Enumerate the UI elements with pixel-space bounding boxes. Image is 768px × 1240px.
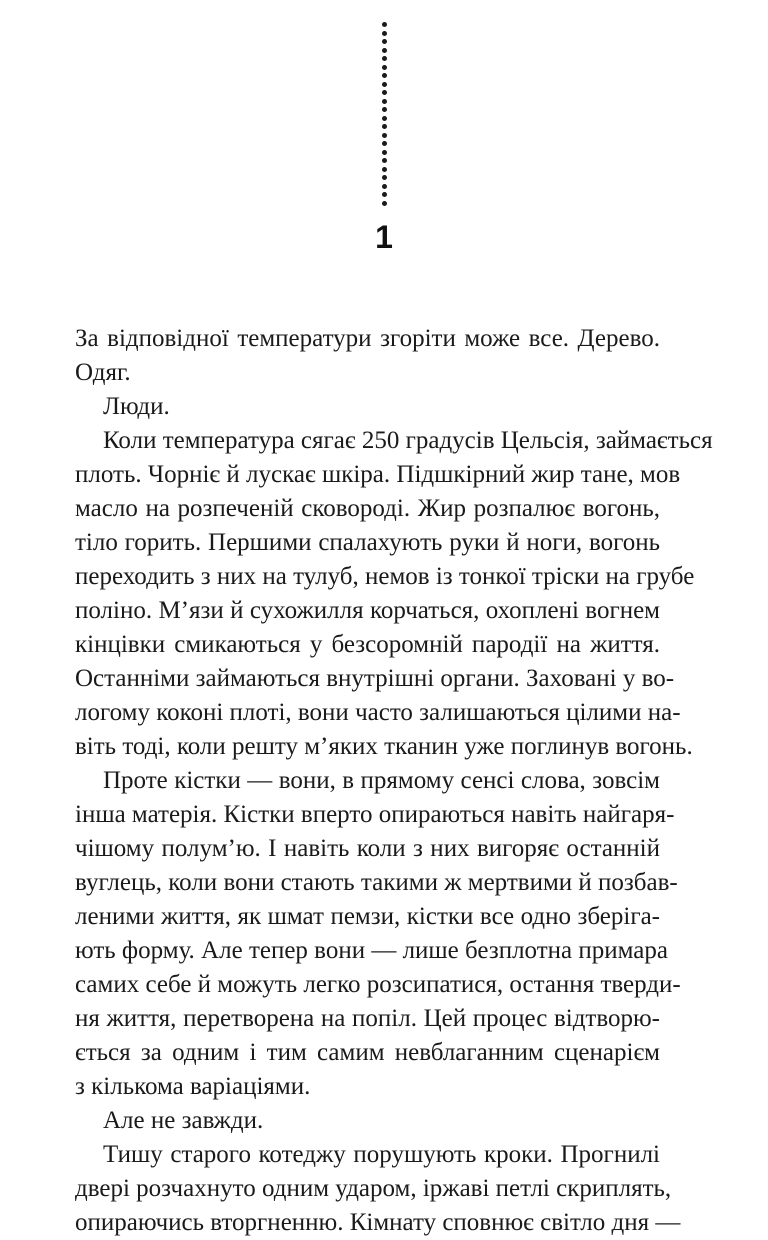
separator-dot <box>382 184 387 189</box>
separator-dot <box>382 90 387 95</box>
separator-dot <box>382 48 387 53</box>
text-line: чішому полум’ю. І навіть коли з них вигоряє останній <box>75 835 660 862</box>
separator-dot <box>382 99 387 104</box>
text-line: масло на розпеченій сковороді. Жир розпалює вогонь, <box>75 495 660 522</box>
text-line: Тишу старого котеджу порушують кроки. Прогнилі <box>103 1141 660 1168</box>
text-line: ють форму. Але тепер вони — лише безплотна примара <box>75 937 668 964</box>
separator-dot <box>382 158 387 163</box>
separator-dot <box>382 150 387 155</box>
paragraph <box>75 1104 660 1138</box>
paragraph <box>75 1138 681 1240</box>
separator-dot <box>382 31 387 36</box>
separator-dot <box>382 116 387 121</box>
separator-dot <box>382 56 387 61</box>
text-line: За відповідної температури згоріти може все. Дерево. <box>75 325 660 352</box>
separator-dot <box>382 22 387 27</box>
text-line: ня життя, перетворена на попіл. Цей процес відтворю- <box>75 1005 660 1032</box>
text-line: Останніми займаються внутрішні органи. Заховані у во- <box>75 665 675 692</box>
text-line: Люди. <box>103 393 170 420</box>
separator-dot <box>382 124 387 129</box>
text-line: логому коконі плоті, вони часто залишаються цілими на- <box>75 699 681 726</box>
chapter-number: 1 <box>375 219 393 255</box>
text-line: поліно. М’язи й сухожилля корчаться, охоплені вогнем <box>75 597 660 624</box>
text-line: інша матерія. Кістки вперто опираються навіть найгаря- <box>75 801 675 828</box>
text-line: плоть. Чорніє й лускає шкіра. Підшкірний жир тане, мов <box>75 461 681 488</box>
text-line: вуглець, коли вони стають такими ж мертвими й позбав- <box>75 869 678 896</box>
paragraph <box>75 424 713 764</box>
text-line: Проте кістки — вони, в прямому сенсі слова, зовсім <box>103 767 660 794</box>
text-line: опираючись вторгненню. Кімнату сповнює світло дня — <box>75 1209 681 1236</box>
text-line: Коли температура сягає 250 градусів Цельсія, займається <box>103 427 713 454</box>
paragraph <box>75 764 681 1104</box>
separator-dot <box>382 107 387 112</box>
separator-dot <box>382 39 387 44</box>
body-text <box>75 322 713 1240</box>
separator-dot <box>382 201 387 206</box>
text-line: леними життя, як шмат пемзи, кістки все одно зберіга- <box>75 903 660 930</box>
text-line: самих себе й можуть легко розсипатися, остання тверди- <box>75 971 681 998</box>
text-line: Але не завжди. <box>103 1107 264 1134</box>
dotted-separator <box>382 20 387 207</box>
separator-dot <box>382 82 387 87</box>
separator-dot <box>382 167 387 172</box>
separator-dot <box>382 133 387 138</box>
separator-dot <box>382 65 387 70</box>
chapter-heading <box>0 20 768 253</box>
text-line: двері розчахнуто одним ударом, іржаві петлі скриплять, <box>75 1175 672 1202</box>
separator-dot <box>382 73 387 78</box>
text-line: переходить з них на тулуб, немов із тонкої тріски на грубе <box>75 563 695 590</box>
text-line: ється за одним і тим самим невблаганним сценарієм <box>75 1039 660 1066</box>
paragraph <box>75 322 660 390</box>
text-line: кінцівки смикаються у безсоромній пародії на життя. <box>75 631 660 658</box>
separator-dot <box>382 192 387 197</box>
paragraph <box>75 390 660 424</box>
separator-dot <box>382 175 387 180</box>
text-line: з кількома варіаціями. <box>75 1073 311 1100</box>
text-line: віть тоді, коли решту м’яких тканин уже поглинув вогонь. <box>75 733 693 760</box>
text-line: Одяг. <box>75 359 131 386</box>
text-line: тіло горить. Першими спалахують руки й ноги, вогонь <box>75 529 660 556</box>
separator-dot <box>382 141 387 146</box>
